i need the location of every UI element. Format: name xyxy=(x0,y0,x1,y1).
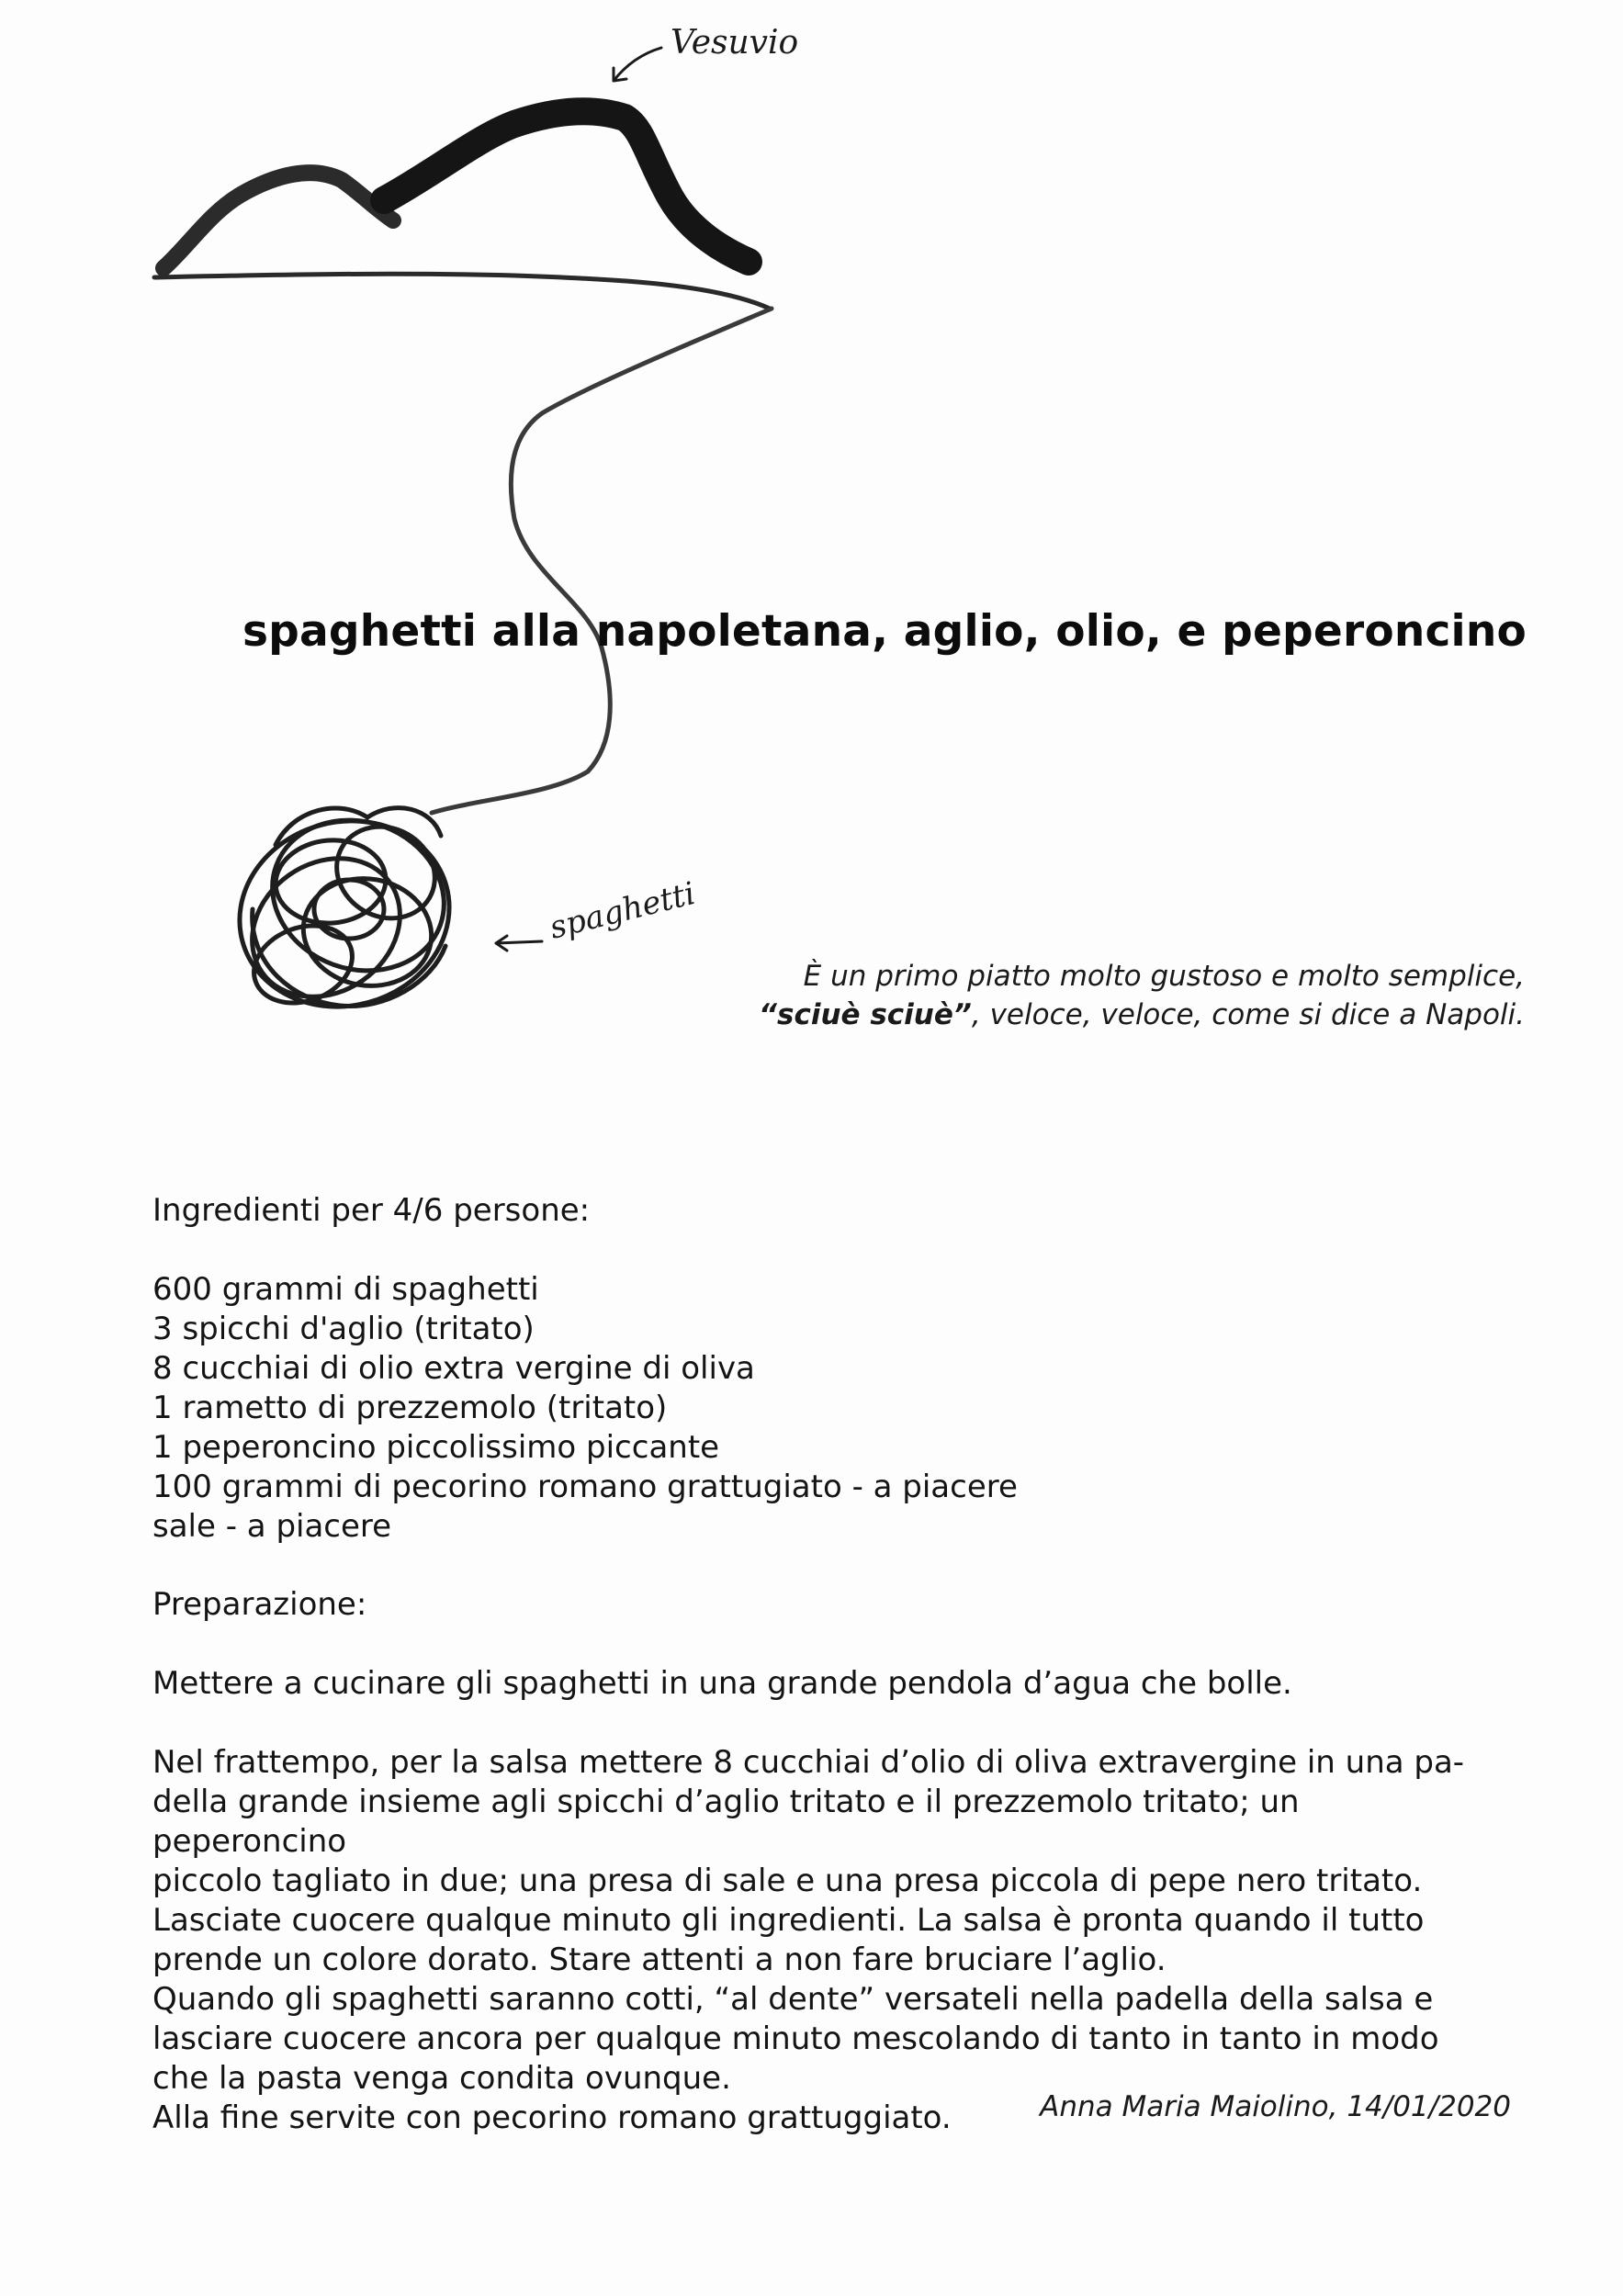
vesuvio-label: Vesuvio xyxy=(671,24,799,62)
vesuvio-arrow xyxy=(614,48,661,81)
ingredient-item: 100 grammi di pecorino romano grattugiato - a piacere xyxy=(152,1469,1018,1505)
vesuvio-mountain-left xyxy=(163,173,393,268)
spaghetti-strand xyxy=(432,309,772,813)
ingredients-heading: Ingredienti per 4/6 persone: xyxy=(152,1192,591,1229)
spaghetti-tangle xyxy=(219,796,470,1030)
preparation-line: che la pasta venga condita ovunque. xyxy=(152,2060,731,2097)
vesuvio-mountain-right xyxy=(384,111,749,262)
preparation-step-1: Mettere a cucinare gli spaghetti in una grande pendola d’agua che bolle. xyxy=(152,1665,1292,1702)
preparation-line: prende un colore dorato. Stare attenti a non fare bruciare l’aglio. xyxy=(152,1941,1167,1978)
horizon-line xyxy=(154,274,770,309)
preparation-line: Nel frattempo, per la salsa mettere 8 cucchiai d’olio di oliva extravergine in una pa- xyxy=(152,1744,1465,1781)
preparation-line: Alla fine servite con pecorino romano grattuggiato. xyxy=(152,2099,952,2136)
intro-line-1: È un primo piatto molto gustoso e molto semplice, xyxy=(803,960,1525,993)
recipe-title: spaghetti alla napoletana, aglio, olio, e peperoncino xyxy=(242,606,1527,657)
preparation-line: lasciare cuocere ancora per qualque minuto mescolando di tanto in tanto in modo xyxy=(152,2020,1439,2057)
ingredient-item: 3 spicchi d'aglio (tritato) xyxy=(152,1311,535,1347)
author-signature: Anna Maria Maiolino, 14/01/2020 xyxy=(1040,2090,1511,2123)
spaghetti-label: spaghetti xyxy=(546,874,699,947)
ingredient-item: 600 grammi di spaghetti xyxy=(152,1271,539,1308)
preparation-line: piccolo tagliato in due; una presa di sale e una presa piccola di pepe nero tritato. xyxy=(152,1863,1423,1899)
ingredient-item: 8 cucchiai di olio extra vergine di oliva xyxy=(152,1350,755,1387)
preparation-line: Lasciate cuocere qualque minuto gli ingredienti. La salsa è pronta quando il tutto xyxy=(152,1902,1425,1939)
ingredient-item: 1 peperoncino piccolissimo piccante xyxy=(152,1429,720,1466)
ingredient-item: 1 rametto di prezzemolo (tritato) xyxy=(152,1390,668,1426)
preparation-line: Quando gli spaghetti saranno cotti, “al dente” versateli nella padella della salsa e xyxy=(152,1981,1434,2018)
preparation-step-2 xyxy=(152,1743,1493,2138)
ingredients-list xyxy=(152,1270,1493,1547)
preparation-line: della grande insieme agli spicchi d’aglio tritato e il prezzemolo tritato; un peperoncino xyxy=(152,1784,1300,1860)
spaghetti-arrow xyxy=(496,936,542,951)
intro-emphasis: “sciuè sciuè” xyxy=(759,998,972,1031)
intro-line-2 xyxy=(643,996,1525,1034)
recipe-intro xyxy=(643,957,1525,1034)
preparation-heading: Preparazione: xyxy=(152,1586,367,1623)
intro-line-2-rest: , veloce, veloce, come si dice a Napoli. xyxy=(971,998,1525,1031)
ingredient-item: sale - a piacere xyxy=(152,1508,392,1545)
